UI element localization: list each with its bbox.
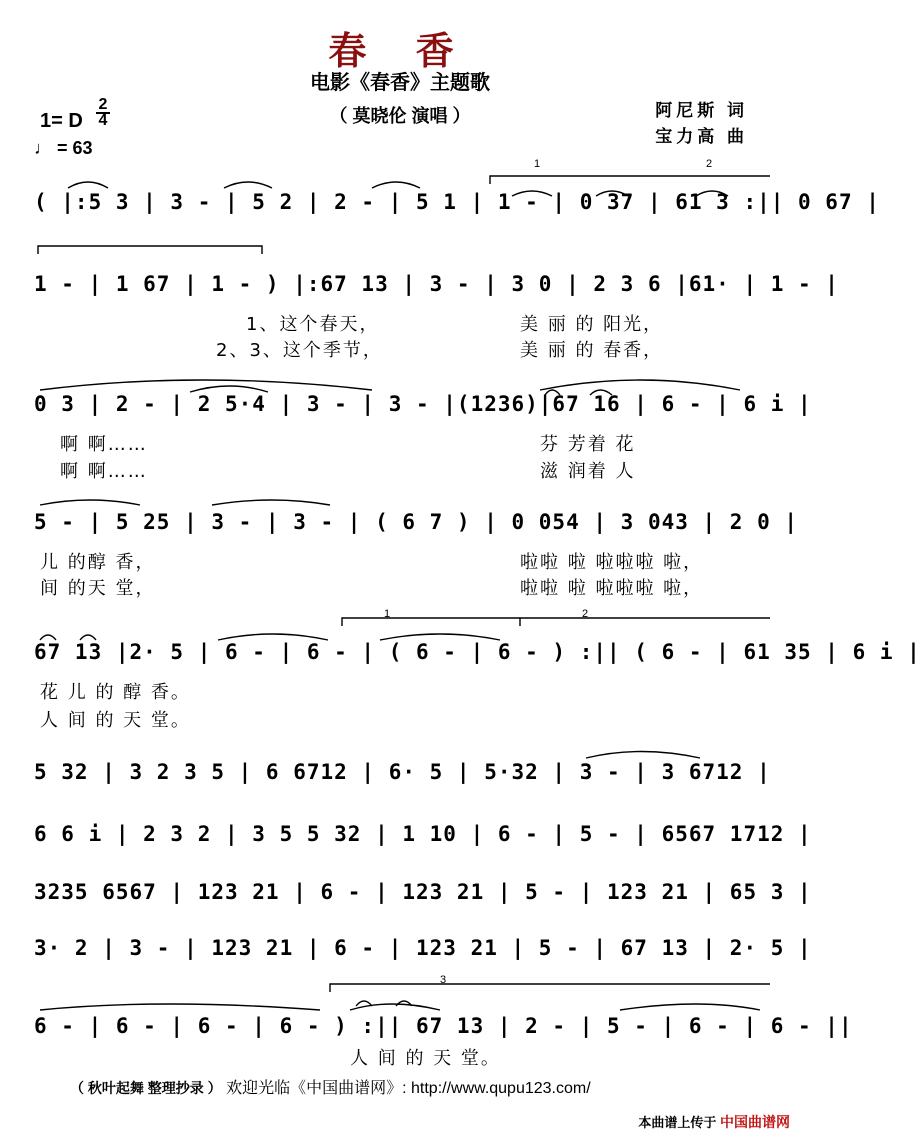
footer	[70, 1075, 591, 1098]
volta-number: 3	[440, 974, 447, 986]
volta-bracket	[38, 246, 262, 254]
volta-bracket	[330, 984, 770, 992]
site-logo[interactable]: 中国曲谱网	[720, 1114, 790, 1130]
tempo-marking: ♩ = 63	[34, 138, 93, 158]
lyric-line: 间 的天 堂，	[40, 578, 156, 599]
upload-text: 本曲谱上传于	[638, 1115, 717, 1130]
lyric-line: 滋 润着 人	[540, 461, 636, 482]
music-line: 5 32 | 3 2 3 5 | 6 6712 | 6· 5 | 5·32 | 3 - | 3 6712 |	[34, 760, 771, 784]
volta-number: 2	[706, 158, 713, 170]
music-line: 67 13 |2· 5 | 6 - | 6 - | ( 6 - | 6 - ) :|| ( 6 - | 61 35 | 6 i |	[34, 640, 921, 664]
music-line: 0 3 | 2 - | 2 5·4 | 3 - | 3 - |(1236)|67 16 | 6 - | 6 i |	[34, 392, 812, 416]
music-line: 3235 6567 | 123 21 | 6 - | 123 21 | 5 - | 123 21 | 65 3 |	[34, 880, 812, 904]
music-line: 6 6 i | 2 3 2 | 3 5 5 32 | 1 10 | 6 - | 5 - | 6567 1712 |	[34, 822, 812, 846]
lyric-line: 美 丽 的 春香，	[520, 340, 664, 361]
lyric-line: 啦啦 啦 啦啦啦 啦，	[520, 552, 704, 573]
lyric-line: 儿 的醇 香，	[40, 552, 156, 573]
key-signature: 1= D	[40, 110, 83, 132]
lyric-line: 啊 啊……	[60, 434, 148, 455]
lyric-line: 花 儿 的 醇 香。	[40, 682, 191, 703]
volta-number: 1	[384, 608, 391, 620]
site-welcome[interactable]: 欢迎光临《中国曲谱网》: http://www.qupu123.com/	[221, 1080, 591, 1097]
composer-credit: 宝力高 曲	[655, 127, 748, 146]
lyric-line: 啊 啊……	[60, 461, 148, 482]
lyric-line: 2、3、这个季节，	[216, 340, 383, 361]
subtitle: 电影《春香》主题歌	[310, 72, 490, 94]
singer-credit: （ 莫晓伦 演唱 ）	[329, 106, 471, 126]
lyric-line: 美 丽 的 阳光，	[520, 314, 664, 335]
lyric-line: 人 间 的 天 堂。	[40, 710, 191, 731]
upload-note	[638, 1112, 790, 1132]
lyricist-credit: 阿尼斯 词	[655, 101, 748, 120]
lyric-line: 1、这个春天，	[246, 314, 380, 335]
time-numerator: 2	[98, 96, 108, 113]
lyric-line: 芬 芳着 花	[540, 434, 636, 455]
lyric-line: 人 间 的 天 堂。	[350, 1048, 501, 1069]
music-line: ( |:5 3 | 3 - | 5 2 | 2 - | 5 1 | 1 - | 0 37 | 61 3 :|| 0 67 |	[34, 190, 880, 214]
lyric-line: 啦啦 啦 啦啦啦 啦，	[520, 578, 704, 599]
transcriber-credit: （ 秋叶起舞 整理抄录 ）	[70, 1080, 222, 1096]
song-title: 春 香	[328, 28, 472, 73]
time-denominator: 4	[96, 112, 110, 128]
volta-number: 1	[534, 158, 541, 170]
music-line: 3· 2 | 3 - | 123 21 | 6 - | 123 21 | 5 - | 67 13 | 2· 5 |	[34, 936, 812, 960]
volta-bracket	[342, 618, 520, 626]
music-line: 6 - | 6 - | 6 - | 6 - ) :|| 67 13 | 2 - | 5 - | 6 - | 6 - ||	[34, 1014, 853, 1038]
volta-bracket	[520, 618, 770, 626]
volta-bracket	[490, 176, 688, 184]
music-line: 5 - | 5 25 | 3 - | 3 - | ( 6 7 ) | 0 054 | 3 043 | 2 0 |	[34, 510, 799, 534]
volta-number: 2	[582, 608, 589, 620]
music-line: 1 - | 1 67 | 1 - ) |:67 13 | 3 - | 3 0 | 2 3 6 |61· | 1 - |	[34, 272, 839, 296]
